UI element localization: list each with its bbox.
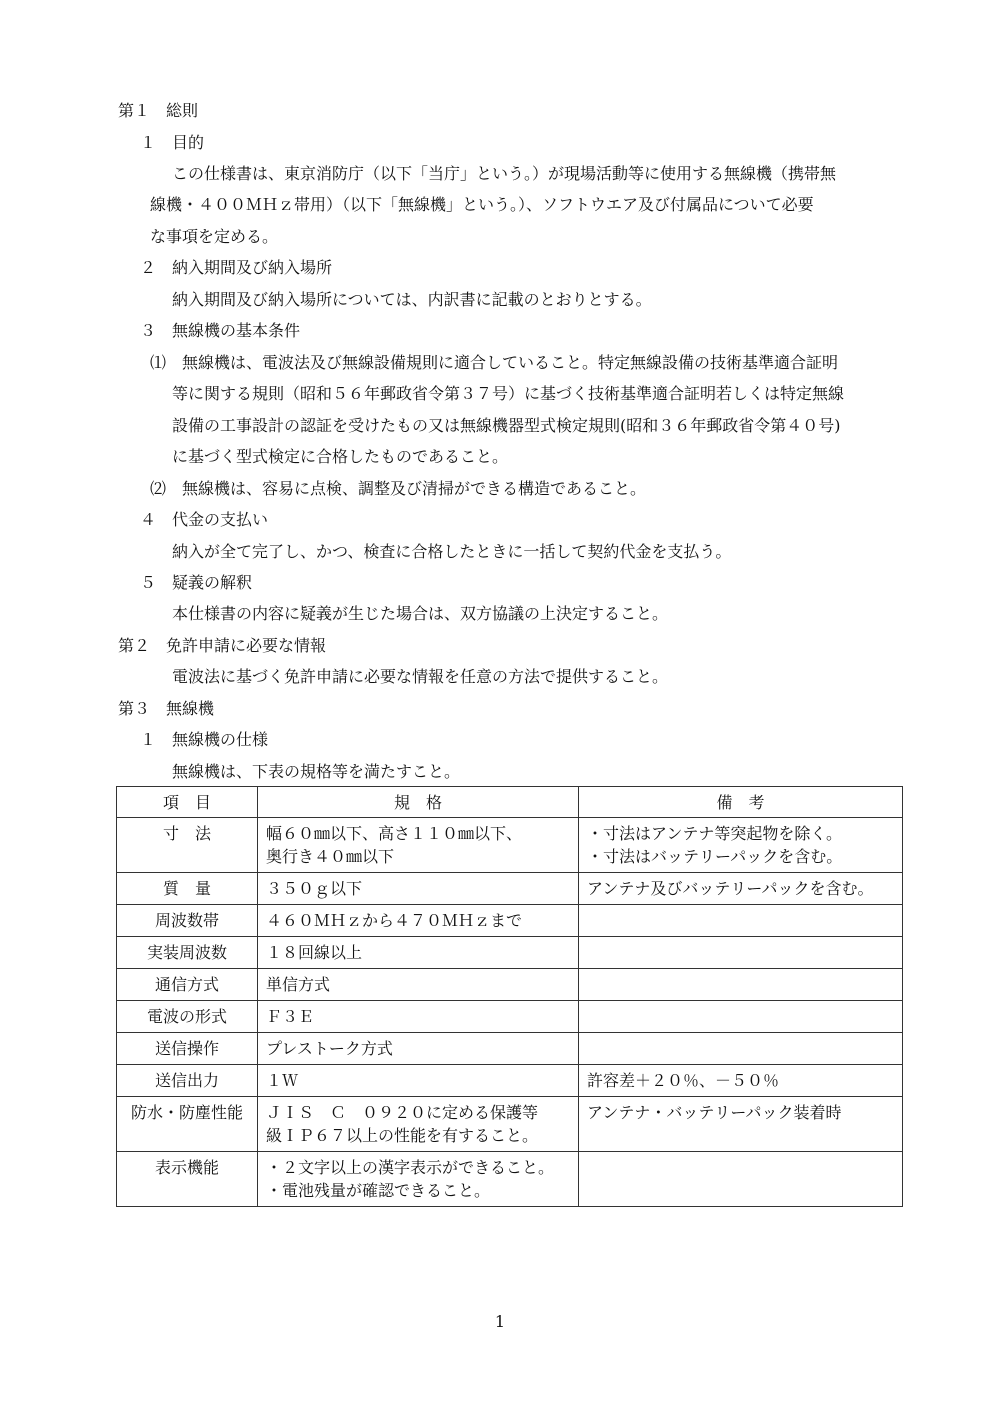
cell-item <box>117 1152 258 1207</box>
section-1-4-title: ４ 代金の支払い <box>140 510 269 529</box>
cell-item-line: 通信方式 <box>154 975 219 994</box>
section-1-3-2: ⑵ 無線機は、容易に点検、調整及び清掃ができる構造であること。 <box>150 479 647 498</box>
cell-note <box>579 1097 903 1152</box>
section-1-2-text: 納入期間及び納入場所については、内訳書に記載のとおりとする。 <box>172 290 652 309</box>
cell-item-line: 送信出力 <box>154 1071 219 1090</box>
cell-spec-line: ３５０ｇ以下 <box>266 879 363 898</box>
cell-note <box>579 969 903 1001</box>
cell-item-line: 寸 法 <box>162 824 211 843</box>
cell-item <box>117 969 258 1001</box>
table-row <box>117 969 903 1001</box>
header-note: 備 考 <box>579 787 903 818</box>
section-1-1-text-line3: な事項を定める。 <box>150 227 279 246</box>
cell-spec-line: 奥行き４０㎜以下 <box>266 847 395 866</box>
cell-note <box>579 818 903 873</box>
table-row <box>117 937 903 969</box>
cell-note <box>579 1033 903 1065</box>
cell-note <box>579 1065 903 1097</box>
cell-item <box>117 937 258 969</box>
cell-spec-line: ＪＩＳ Ｃ ０９２０に定める保護等 <box>266 1103 539 1122</box>
cell-item <box>117 1001 258 1033</box>
cell-note-line: アンテナ及びバッテリーパックを含む。 <box>587 879 874 898</box>
section-1-3-title: ３ 無線機の基本条件 <box>140 321 301 340</box>
cell-item-line: 表示機能 <box>154 1158 219 1177</box>
section-1-4-text: 納入が全て完了し、かつ、検査に合格したときに一括して契約代金を支払う。 <box>172 542 732 561</box>
section-1-2-title: ２ 納入期間及び納入場所 <box>140 258 333 277</box>
cell-item <box>117 1033 258 1065</box>
cell-spec <box>258 969 579 1001</box>
spec-table-header-row <box>117 787 903 818</box>
section-1-3-1-line3: 設備の工事設計の認証を受けたもの又は無線機器型式検定規則(昭和３６年郵政省令第４０号) <box>172 416 841 435</box>
cell-spec <box>258 1001 579 1033</box>
cell-spec-line: 級ＩＰ６７以上の性能を有すること。 <box>266 1126 539 1145</box>
section-3-1-text: 無線機は、下表の規格等を満たすこと。 <box>172 762 461 781</box>
table-row <box>117 1152 903 1207</box>
header-item: 項 目 <box>117 787 258 818</box>
cell-spec <box>258 937 579 969</box>
page-number: 1 <box>494 1312 506 1331</box>
section-1-1-text-line2: 線機・４００ＭＨｚ帯用）（以下「無線機」という。）、ソフトウエア及び付属品について必要 <box>150 195 814 214</box>
section-3-1-title: １ 無線機の仕様 <box>140 730 269 749</box>
cell-item-line: 実装周波数 <box>146 943 227 962</box>
cell-item-line: 周波数帯 <box>154 911 219 930</box>
cell-item-line: 質 量 <box>162 879 211 898</box>
cell-note-line: ・寸法はアンテナ等突起物を除く。 <box>587 824 843 843</box>
header-spec: 規 格 <box>258 787 579 818</box>
section-2-title: 第２ 免許申請に必要な情報 <box>118 636 327 655</box>
table-row <box>117 1001 903 1033</box>
cell-item <box>117 905 258 937</box>
section-1-3-1-line4: に基づく型式検定に合格したものであること。 <box>172 447 509 466</box>
cell-item-line: 防水・防塵性能 <box>130 1103 243 1122</box>
table-row <box>117 1097 903 1152</box>
cell-spec-line: プレストーク方式 <box>266 1039 393 1058</box>
table-row <box>117 873 903 905</box>
cell-spec <box>258 873 579 905</box>
cell-item <box>117 818 258 873</box>
cell-spec <box>258 818 579 873</box>
cell-spec <box>258 1065 579 1097</box>
section-3-title: 第３ 無線機 <box>118 699 215 718</box>
cell-spec-line: Ｆ３Ｅ <box>266 1007 315 1026</box>
section-1-5-text: 本仕様書の内容に疑義が生じた場合は、双方協議の上決定すること。 <box>172 604 669 623</box>
spec-table <box>116 786 903 1207</box>
section-1-1-title: １ 目的 <box>140 133 205 152</box>
cell-item <box>117 1065 258 1097</box>
cell-spec-line: １８回線以上 <box>266 943 363 962</box>
cell-spec <box>258 905 579 937</box>
cell-item-line: 電波の形式 <box>146 1007 227 1026</box>
cell-spec <box>258 1152 579 1207</box>
cell-item <box>117 1097 258 1152</box>
cell-spec-line: 単信方式 <box>266 975 331 994</box>
table-row <box>117 905 903 937</box>
section-1-3-1-line2: 等に関する規則（昭和５６年郵政省令第３７号）に基づく技術基準適合証明若しくは特定無線 <box>172 384 845 403</box>
cell-spec-line: １Ｗ <box>266 1071 299 1090</box>
section-1-5-title: ５ 疑義の解釈 <box>140 573 253 592</box>
cell-note <box>579 905 903 937</box>
cell-note <box>579 1152 903 1207</box>
cell-note-line: ・寸法はバッテリーパックを含む。 <box>587 847 843 866</box>
section-1-title: 第１ 総則 <box>118 101 199 120</box>
cell-spec-line: ４６０ＭＨｚから４７０ＭＨｚまで <box>266 911 523 930</box>
section-1-1-text-line1: この仕様書は、東京消防庁（以下「当庁」という。）が現場活動等に使用する無線機（携帯無 <box>172 164 837 183</box>
table-row <box>117 1033 903 1065</box>
cell-note <box>579 937 903 969</box>
table-row <box>117 1065 903 1097</box>
cell-note <box>579 873 903 905</box>
section-1-3-1-line1: ⑴ 無線機は、電波法及び無線設備規則に適合していること。特定無線設備の技術基準適合証明 <box>150 353 839 372</box>
cell-item-line: 送信操作 <box>154 1039 219 1058</box>
cell-spec <box>258 1097 579 1152</box>
cell-note-line: 許容差＋２０％、－５０％ <box>587 1071 780 1090</box>
cell-spec-line: ・電池残量が確認できること。 <box>266 1181 491 1200</box>
table-row <box>117 818 903 873</box>
cell-note <box>579 1001 903 1033</box>
cell-spec-line: ・２文字以上の漢字表示ができること。 <box>266 1158 555 1177</box>
cell-note-line: アンテナ・バッテリーパック装着時 <box>587 1103 842 1122</box>
cell-spec <box>258 1033 579 1065</box>
cell-item <box>117 873 258 905</box>
section-2-text: 電波法に基づく免許申請に必要な情報を任意の方法で提供すること。 <box>172 667 669 686</box>
cell-spec-line: 幅６０㎜以下、高さ１１０㎜以下、 <box>266 824 523 843</box>
